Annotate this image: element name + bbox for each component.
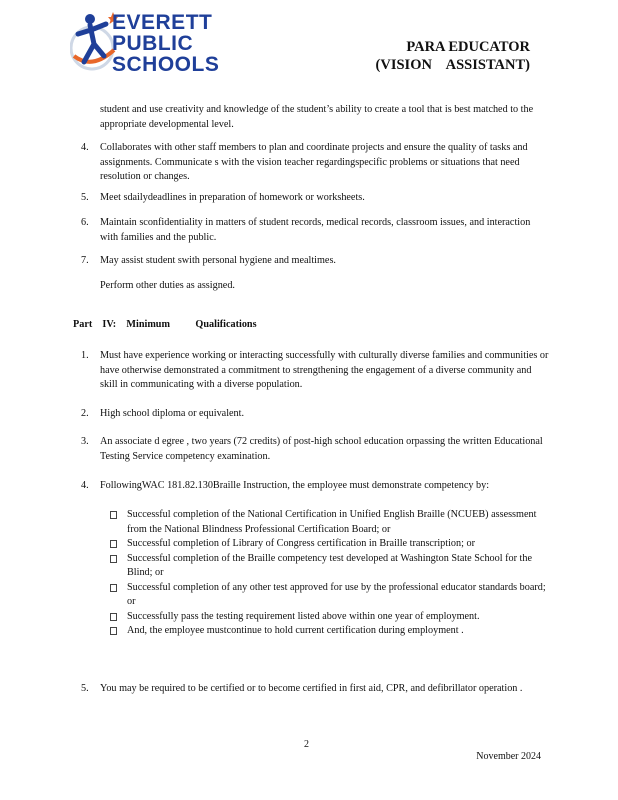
bullet-box-icon [110,540,117,548]
bullet-text: Successfully pass the testing requirement listed above within one year of employment. [127,610,480,622]
item-number: 2. [81,408,89,419]
list-item [110,537,550,552]
item-text: FollowingWAC 181.82.130Braille Instruction, the employee must demonstrate competency by: [100,480,490,491]
everett-public-schools-logo [70,10,240,80]
bullet-box-icon [110,555,117,563]
item-text: Collaborates with other staff members to plan and coordinate projects and ensure the quality of tasks and assignments. Communicate s with the vision teacher regardingspecific problems or situations that need resolution or changes. [100,142,528,182]
list-item [110,508,550,537]
document-title [376,38,530,74]
item-text: May assist student swith personal hygiene and mealtimes. [100,255,336,266]
item-number: 5. [81,683,89,694]
bullet-box-icon [110,584,117,592]
item-text: Maintain sconfidentiality in matters of student records, medical records, classroom issues, and interaction with families and the public. [100,217,531,243]
bullet-text: Successful completion of the National Certification in Unified English Braille (NCUEB) assessment from the National Blindness Professional Certification Board; or [127,509,537,535]
bullet-box-icon [110,511,117,519]
list-item [110,610,550,625]
other-duties-line: Perform other duties as assigned. [100,280,235,291]
item-number: 7. [81,255,89,266]
item-text: An associate d egree , two years (72 credits) of post-high school education orpassing the written Educational Testing Service competency examination. [100,436,543,462]
logo-line: EVERETT [112,11,213,34]
continuation-paragraph: student and use creativity and knowledge of the student’s ability to create a tool that is best matched to the appropriate developmental level. [100,104,534,130]
bullet-text: Successful completion of Library of Congress certification in Braille transcription; or [127,538,475,549]
item-text: Meet sdailydeadlines in preparation of homework or worksheets. [100,192,365,203]
list-item [110,552,550,581]
item-number: 1. [81,350,89,361]
list-item [110,624,550,639]
braille-requirement-list [110,508,550,639]
logo-wordmark [112,12,219,75]
logo-line: SCHOOLS [112,53,220,76]
footer-date: November 2024 [476,751,541,762]
list-item [110,581,550,610]
item-text: You may be required to be certified or to become certified in first aid, CPR, and defibrillator operation . [100,683,523,694]
item-number: 4. [81,480,89,491]
page-number: 2 [304,739,309,750]
runner-figure-icon [70,10,118,80]
bullet-text: And, the employee mustcontinue to hold current certification during employment . [127,625,464,636]
bullet-box-icon [110,627,117,635]
bullet-text: Successful completion of any other test approved for use by the professional educator standards board; or [127,581,546,607]
logo-line: PUBLIC [112,32,194,55]
title-line-1: PARA EDUCATOR [406,39,530,55]
item-text: Must have experience working or interacting successfully with culturally diverse families and communities or have otherwise demonstrated a commitment to strengthening the engagement of a diverse community and skill in communicating with a diverse population. [100,350,549,390]
item-number: 3. [81,436,89,447]
item-number: 5. [81,192,89,203]
item-number: 6. [81,217,89,228]
part-iv-heading: Part IV: Minimum Qualifications [73,319,257,330]
bullet-text: Successful completion of the Braille competency test developed at Washington State School for the Blind; or [127,552,532,578]
bullet-box-icon [110,613,117,621]
title-line-2: (VISION ASSISTANT) [375,57,530,73]
item-number: 4. [81,142,89,153]
item-text: High school diploma or equivalent. [100,408,245,419]
